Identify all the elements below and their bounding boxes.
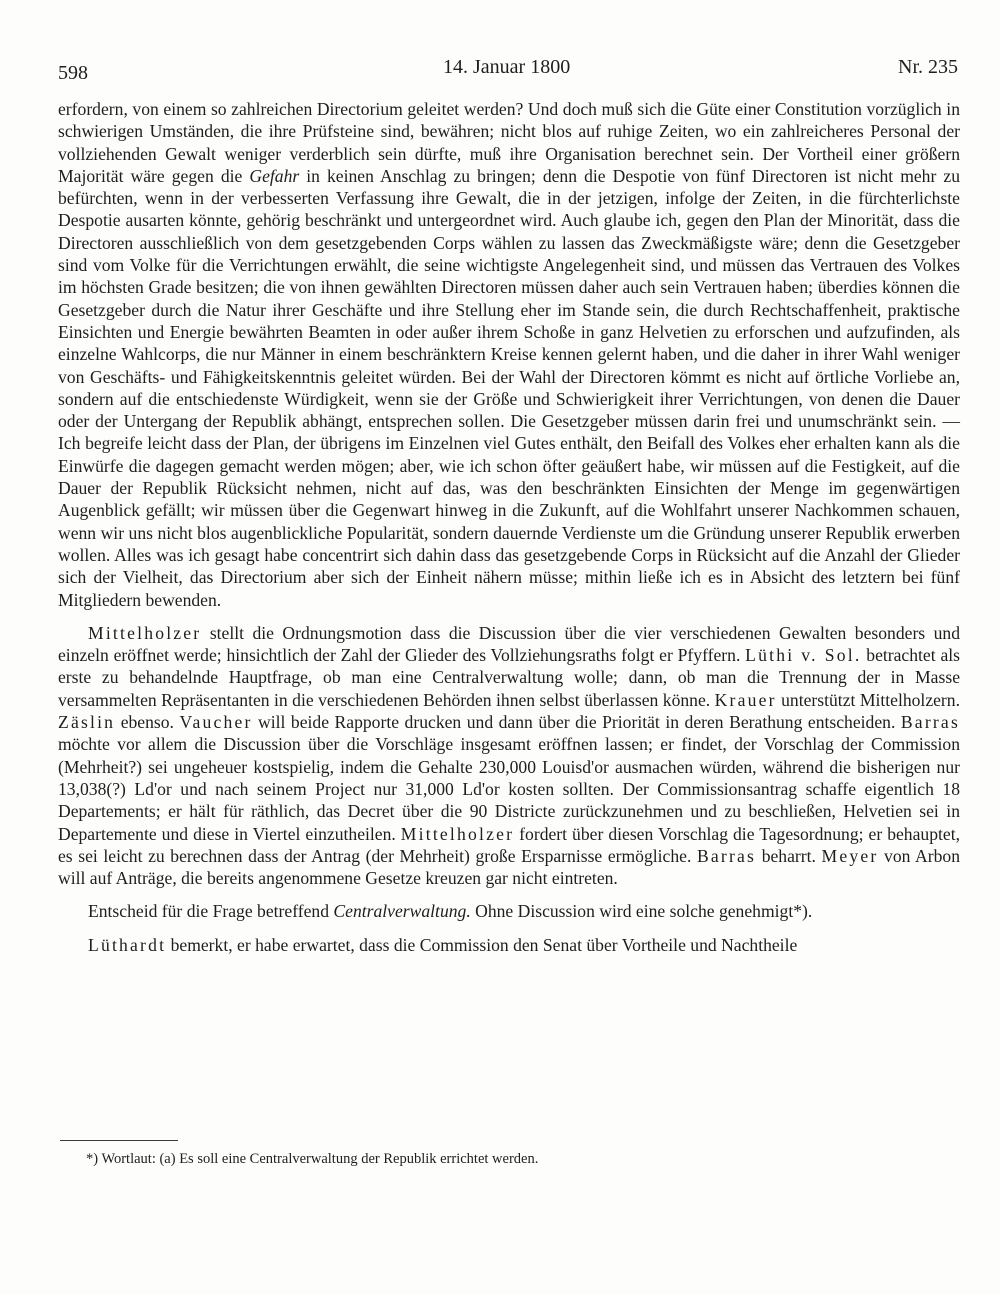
issue-number: Nr. 235 [898, 56, 958, 78]
speaker-name: Krauer [714, 689, 777, 710]
text-run: unterstützt Mittelholzern. [776, 689, 960, 710]
text-run: erfordern, von einem so zahlreichen Directorium geleitet werden? Und doch muß sich die Güte einer Constitution vorzüglich in schwierigen Umständen, die ihre Prüfsteine sind, bewähren; nicht blos auf ruhige Zeiten, wo ein zahlreicheres Personal der vollziehenden Gewalt weniger verderblich sein dürfte, muß ihre Organisation berechnet sein. Der Vortheil einer größern Majorität wäre gegen die [58, 99, 960, 186]
text-run: fordert über diesen Vorschlag die Tagesordnung; er behauptet, es sei leicht zu berechnen dass der Antrag (der Mehrheit) große Ersparnisse ermögliche. [58, 823, 960, 866]
speaker-name: Meyer [821, 845, 879, 866]
text-run: bemerkt, er habe erwartet, dass die Commission den Senat über Vortheile und Nachtheile [166, 934, 798, 955]
text-run: möchte vor allem die Discussion über die Vorschläge insgesamt eröffnen lassen; er findet, der Vorschlag der Commission (Mehrheit?) sei ungeheuer kostspielig, indem die Gehalte 230,000 Louisd'or ausmachen würden, während die bisherigen nur 13,038(?) Ld'or und nach seinem Project nur 31,000 Ld'or kosten sollten. Der Commissionsantrag schaffe eigentlich 18 Departements; er hält für räthlich, das Decret über die 90 Districte zurückzunehmen und zu beschließen, Helvetien sei in Departemente und diese in Viertel einzutheilen. [58, 734, 960, 844]
paragraph-luethardt [58, 934, 960, 956]
speaker-name: Barras [900, 712, 960, 733]
speaker-name: Mittelholzer [400, 823, 515, 844]
text-run: ebenso. [115, 712, 180, 733]
paragraph-debate [58, 622, 960, 890]
speaker-name: Barras [696, 845, 757, 866]
body-text [58, 98, 960, 956]
italic-term: Gefahr [249, 165, 300, 186]
speaker-name: Mittelholzer [88, 622, 202, 643]
paragraph-speech-continuation [58, 98, 960, 611]
text-run: von Arbon will auf Anträge, die bereits angenommene Gesetze kreuzen gar nicht eintreten. [58, 845, 961, 889]
text-run: in keinen Anschlag zu bringen; denn die Despotie von fünf Directoren ist nicht mehr zu befürchten, wenn in der verbesserten Verfassung ihre Gewalt, die in der jetzigen, infolge der Zeiten, in die fürchterlichste Despotie ausarten könnte, gehörig beschränkt und untergeordnet wird. Auch glaube ich, gegen den Plan der Minorität, dass die Directoren ausschließlich von dem gesetzgebenden Corps wählen zu lassen das Zweckmäßigste wäre; denn die Gesetzgeber sind vom Volke für die Verrichtungen erwählt, die seine wichtigste Angelegenheit sind, und müssen das Vertrauen des Volkes im höchsten Grade besitzen; die von ihnen gewählten Directoren müssen daher auch sein Vertrauen haben; überdies können die Gesetzgeber durch die Natur ihrer Geschäfte und ihre Stellung eher im Stande sein, die durch Rechtschaffenheit, praktische Einsichten und Energie bewährten Beamten in oder außer ihrem Schoße in ganz Helvetien zu erforschen und aufzufinden, als einzelne Wahlcorps, die nur Männer in einem beschränktern Kreise kennen gelernt haben, und die daher in ihrer Wahl weniger von Geschäfts- und Fähigkeitskenntnis geleitet würden. Bei der Wahl der Directoren kömmt es nicht auf örtliche Vorliebe an, sondern auf die entschiedenste Würdigkeit, wenn sie der Größe und Schwierigkeit ihrer Verrichtungen, von denen die Dauer oder der Untergang der Republik abhängt, entsprechen sollen. Die Gesetzgeber müssen darin frei und unumschränkt sein. — Ich begreife leicht dass der Plan, der übrigens im Einzelnen viel Gutes enthält, den Beifall des Volkes eher erhalten kann als die Einwürfe die dagegen gemacht werden mögen; aber, wie ich schon öfter geäußert habe, wir müssen auf die Festigkeit, auf die Dauer der Republik Rücksicht nehmen, nicht auf das, was den beschränkten Einsichten der Menge im gegenwärtigen Augenblick gefällt; wir müssen über die Gegenwart hinweg in die Zukunft, auf die Wohlfahrt unserer Nachkommen schauen, wenn wir uns nicht blos augenblickliche Popularität, sondern dauernde Verdienste um die Gründung unserer Republik erwerben wollen. Alles was ich gesagt habe concentrirt sich dahin dass das gesetzgebende Corps in Rücksicht auf die Anzahl der Glieder sich der Vielheit, das Directorium aber sich der Einheit nähern müsse; mithin ließe ich es in Absicht des letztern bei fünf Mitgliedern bewenden. [58, 165, 961, 610]
page-header [58, 56, 958, 86]
text-run: Ohne Discussion wird eine solche genehmigt*). [470, 901, 813, 922]
speaker-name: Lüthardt [88, 934, 167, 955]
text-run: Entscheid für die Frage betreffend [88, 901, 334, 922]
footnote-divider [60, 1140, 178, 1141]
page-number: 598 [58, 62, 88, 84]
text-run: stellt die Ordnungsmotion dass die Discussion über die vier verschiedenen Gewalten besonders und einzeln eröffnet werde; hinsichtlich der Zahl der Glieder des Vollziehungsraths folgt er Pfyffern. [58, 622, 960, 666]
paragraph-decision [58, 900, 960, 922]
speaker-name: Vaucher [179, 712, 253, 733]
speaker-name: Zäslin [58, 712, 116, 733]
text-run: will beide Rapporte drucken und dann über die Priorität in deren Berathung entscheiden. [252, 712, 901, 733]
footnote: *) Wortlaut: (a) Es soll eine Centralverwaltung der Republik errichtet werden. [86, 1151, 539, 1167]
text-run: betrachtet als erste zu behandelnde Hauptfrage, ob man eine Centralverwaltung wolle; dann, ob man die Trennung der in Masse versammelten Repräsentanten in die verschiedenen Behörden ihnen selbst überlassen könne. [58, 645, 960, 710]
speaker-name: Lüthi v. Sol. [745, 645, 862, 666]
page-date: 14. Januar 1800 [443, 56, 571, 78]
text-run: beharrt. [756, 845, 822, 866]
italic-term: Centralverwaltung. [333, 901, 471, 922]
